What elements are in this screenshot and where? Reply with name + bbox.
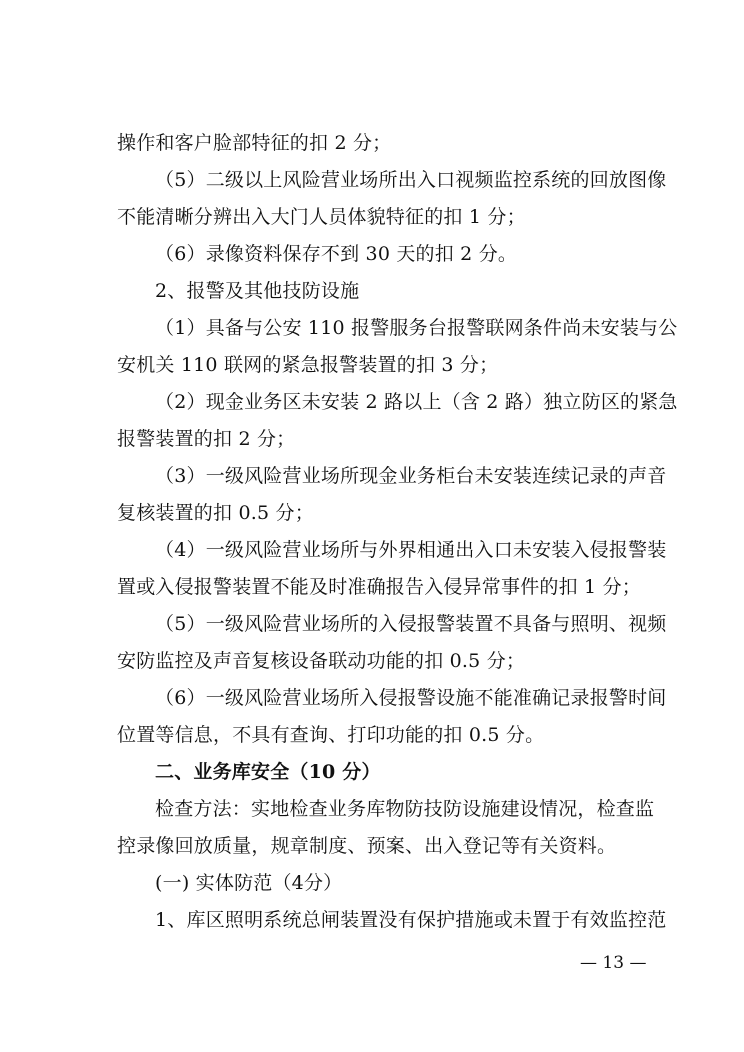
text-line: 检查方法：实地检查业务库物防技防设施建设情况，检查监 bbox=[155, 798, 655, 820]
text-line: 报警装置的扣 2 分； bbox=[117, 428, 296, 450]
page-number: — 13 — bbox=[580, 953, 647, 973]
text-line: （5）二级以上风险营业场所出入口视频监控系统的回放图像 bbox=[155, 169, 667, 191]
text-line: 复核装置的扣 0.5 分； bbox=[117, 502, 314, 524]
text-line: 安防监控及声音复核设备联动功能的扣 0.5 分； bbox=[117, 650, 526, 672]
text-line: 不能清晰分辨出入大门人员体貌特征的扣 1 分； bbox=[117, 206, 526, 228]
text-line: 控录像回放质量，规章制度、预案、出入登记等有关资料。 bbox=[117, 835, 617, 857]
text-line: （1）具备与公安 110 报警服务台报警联网条件尚未安装与公 bbox=[155, 317, 678, 339]
section-heading: 二、业务库安全（10 分） bbox=[155, 761, 381, 783]
subsection-heading: (一) 实体防范（4分） bbox=[155, 872, 343, 894]
text-line: （6）录像资料保存不到 30 天的扣 2 分。 bbox=[155, 243, 518, 265]
text-line: 置或入侵报警装置不能及时准确报告入侵异常事件的扣 1 分； bbox=[117, 576, 641, 598]
text-line: （5）一级风险营业场所的入侵报警装置不具备与照明、视频 bbox=[155, 613, 667, 635]
section-subtitle: 2、报警及其他技防设施 bbox=[155, 280, 360, 302]
text-line: （2）现金业务区未安装 2 路以上（含 2 路）独立防区的紧急 bbox=[155, 391, 678, 413]
text-line: 操作和客户脸部特征的扣 2 分； bbox=[117, 132, 392, 154]
text-line: （4）一级风险营业场所与外界相通出入口未安装入侵报警装 bbox=[155, 539, 667, 561]
text-line: 位置等信息，不具有查询、打印功能的扣 0.5 分。 bbox=[117, 724, 545, 746]
text-line: （3）一级风险营业场所现金业务柜台未安装连续记录的声音 bbox=[155, 465, 667, 487]
text-line: 安机关 110 联网的紧急报警装置的扣 3 分； bbox=[117, 354, 499, 376]
text-line: 1、库区照明系统总闸装置没有保护措施或未置于有效监控范 bbox=[155, 909, 667, 931]
text-line: （6）一级风险营业场所入侵报警设施不能准确记录报警时间 bbox=[155, 687, 667, 709]
